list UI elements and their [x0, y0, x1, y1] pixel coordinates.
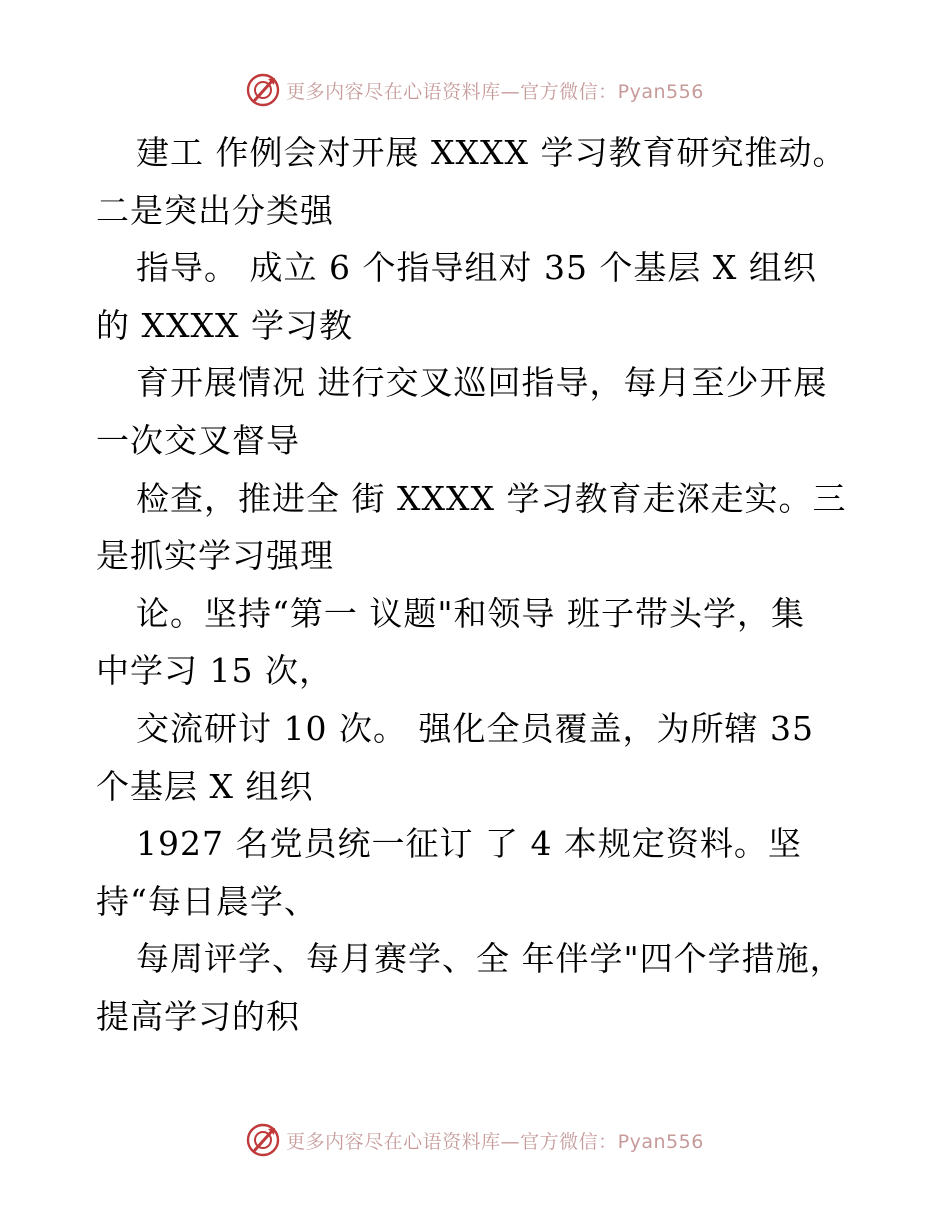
header-banner [0, 70, 950, 110]
text-line: 的 XXXX 学习教 [96, 305, 353, 345]
text-line: 一次交叉督导 [96, 420, 300, 460]
text-line: 检查，推进全 街 XXXX 学习教育走深走实。三 [136, 478, 847, 518]
seal-logo-icon [246, 1123, 280, 1157]
footer-banner [0, 1120, 950, 1160]
text-line: 持“每日晨学、 [96, 881, 318, 921]
text-line: 二是突出分类强 [96, 190, 334, 230]
text-line: 提高学习的积 [96, 996, 300, 1036]
seal-logo-icon [246, 73, 280, 107]
text-line: 是抓实学习强理 [96, 536, 334, 576]
header-banner-text: 更多内容尽在心语资料库—官方微信：Pyan556 [286, 80, 704, 103]
footer-banner-text: 更多内容尽在心语资料库—官方微信：Pyan556 [286, 1130, 704, 1153]
text-line: 论。坚持“第一 议题"和领导 班子带头学，集 [136, 593, 806, 633]
text-line: 建工 作例会对开展 XXXX 学习教育研究推动。 [136, 133, 847, 172]
text-line: 育开展情况 进行交叉巡回指导，每月至少开展 [136, 363, 828, 403]
text-line: 个基层 X 组织 [96, 766, 314, 806]
text-line: 交流研讨 10 次。 强化全员覆盖，为所辖 35 [136, 708, 814, 748]
text-line: 1927 名党员统一征订 了 4 本规定资料。坚 [136, 824, 802, 864]
text-line: 指导。 成立 6 个指导组对 35 个基层 X 组织 [136, 248, 817, 288]
text-line: 每周评学、每月赛学、全 年伴学"四个学措施， [136, 939, 844, 979]
text-line: 中学习 15 次， [96, 651, 333, 691]
document-body [96, 124, 847, 1046]
